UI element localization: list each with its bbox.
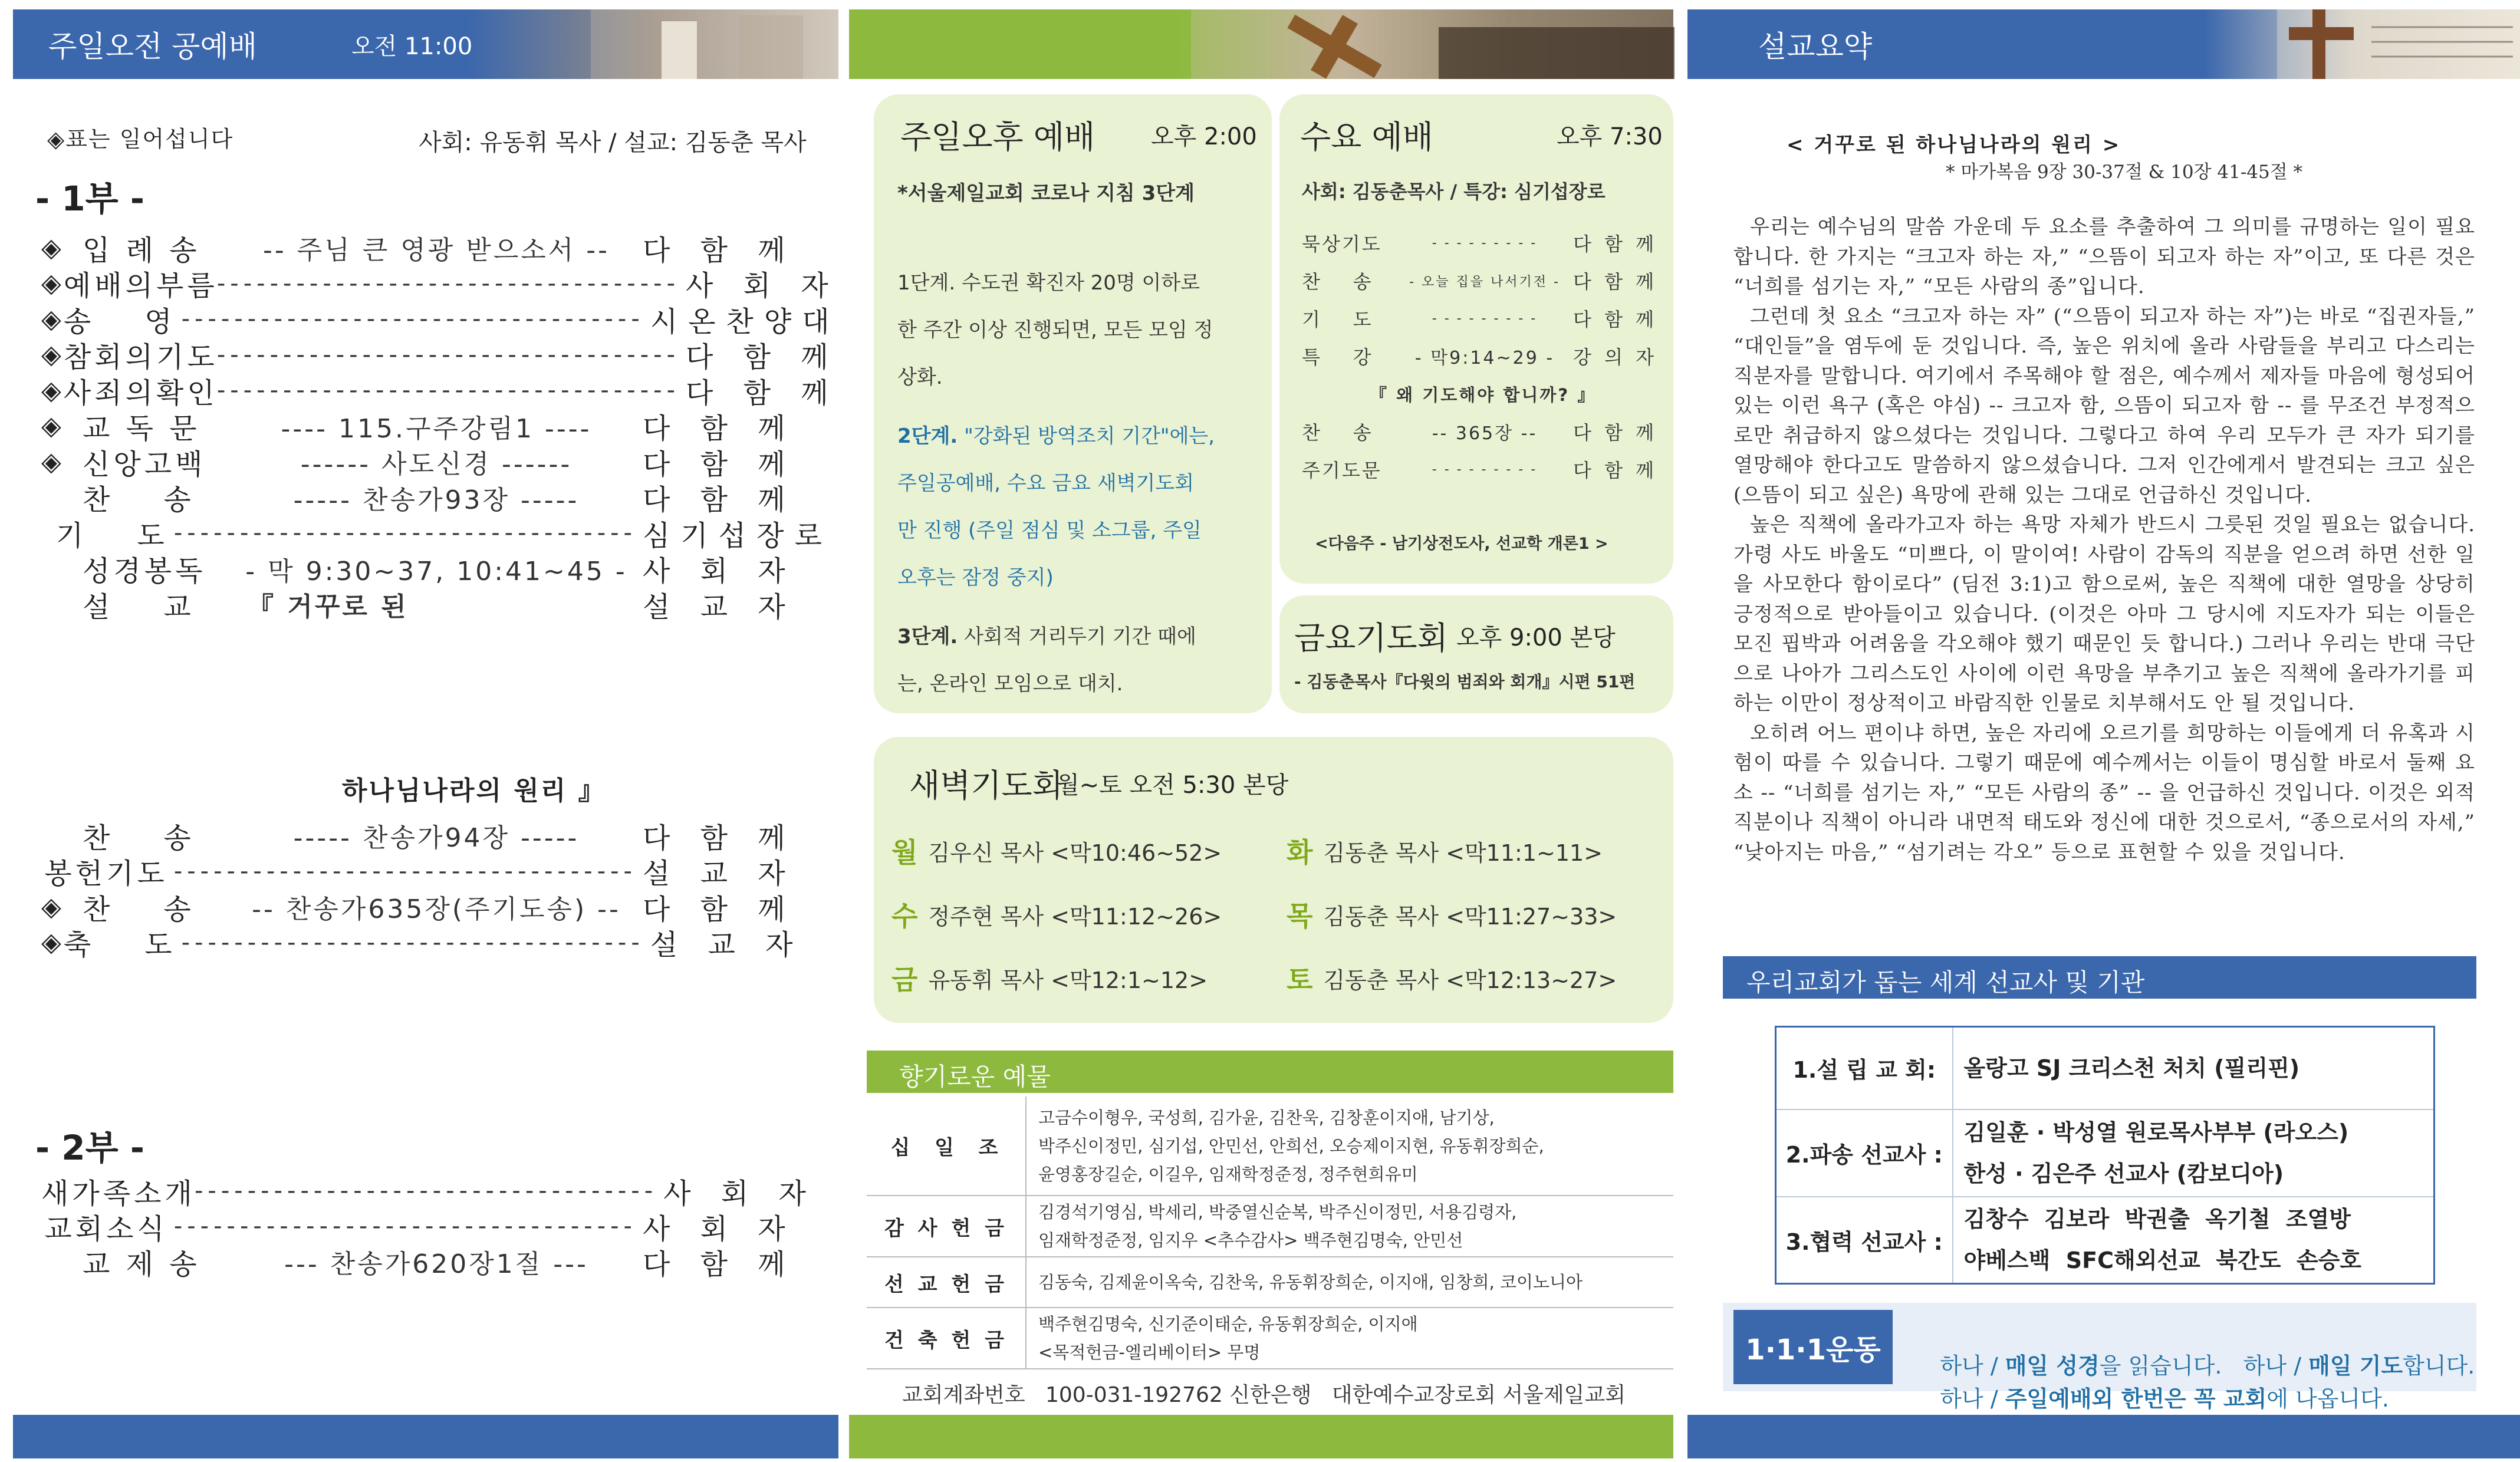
dawn-day-text: 김동춘 목사 <막12:13~27>	[1323, 967, 1617, 993]
dawn-day-row	[1287, 895, 1617, 934]
order-row	[41, 370, 839, 411]
offering-header: 향기로운 예물	[899, 1062, 1051, 1091]
offering-row	[867, 1196, 1673, 1257]
sermon-paragraph-2: 그런데 첫 요소 “크고자 하는 자” (“으뜸이 되고자 하는 자”)는 바로 “집권자들,” “대인들”을 염두에 둔 것입니다. 즉, 높은 위치에 올라 사람들을 부리고 다스리는 직분자를 말합니다. 여기에서 주목해야 할 점은, 예수께서 제자들 마음에 형성되어 있는 이런 욕구 (혹은 야심) -- 크고자 함, 으뜸이 되고자 함 -- 를 무조건 부정적으로만 취급하지 않으셨다는 것입니다. 그렇다고 하여 우리 모두가 큰 자가 되기를 열망해야 한다고도 말씀하지 않으셨습니다. 그저 인간에게서 발견되는 크고 싶은 (으뜸이 되고 싶은) 욕망에 관해 있는 그대로 언급하신 것입니다.	[1733, 304, 2475, 507]
missions-header: 우리교회가 돕는 세계 선교사 및 기관	[1746, 968, 2145, 997]
dawn-day-row	[891, 831, 1222, 870]
wednesday-next-week: <다음주 - 남기상전도사, 선교학 개론1 >	[1315, 535, 1608, 553]
dawn-day-row	[1287, 959, 1617, 997]
order-row	[41, 334, 839, 376]
order-item-label: 찬 송	[83, 483, 195, 516]
diamond-marker-icon: ◈	[41, 268, 64, 298]
col3-header-title: 설교요약	[1758, 29, 1873, 64]
order-item-middle: -- 찬송가635장(주기도송) --	[252, 894, 621, 924]
order-item-label: 축 도	[63, 928, 176, 962]
dawn-day-text: 유동휘 목사 <막12:1~12>	[928, 967, 1208, 993]
wednesday-row-right: 강 의 자	[1573, 346, 1658, 368]
dawn-day-text: 김동춘 목사 <막11:27~33>	[1323, 903, 1617, 930]
wednesday-order-row	[1302, 414, 1656, 449]
wednesday-row-middle: - - - - - - - - -	[1432, 311, 1538, 326]
movement-line1-e: 합니다.	[2403, 1353, 2475, 1379]
order-item-right: 사 회 자	[643, 1212, 796, 1246]
step2-line1: "강화된 방역조치 기간"에는,	[964, 424, 1215, 448]
order-item-label: 송 영	[63, 305, 176, 338]
order-item-label: 새가족소개	[41, 1177, 196, 1210]
offering-label: 선 교 헌 금	[867, 1257, 1026, 1308]
wednesday-row-right: 다 함 께	[1573, 308, 1658, 331]
bottom-band-left	[13, 1415, 838, 1458]
order-row	[41, 886, 796, 927]
movement-label-bar	[1733, 1310, 1893, 1384]
dawn-title: 새벽기도회	[909, 767, 1063, 804]
wednesday-row-label: 주기도문	[1302, 459, 1382, 482]
missions-names-line: 김일훈 · 박성열 원로목사부부 (라오스)	[1963, 1119, 2349, 1145]
order-item-middle: -----------------------------------	[216, 377, 680, 404]
sermon-paragraph-3: 높은 직책에 올라가고자 하는 욕망 자체가 반드시 그릇된 것일 필요는 없습니다. 가령 사도 바울도 “미쁘다, 이 말이여! 사람이 감독의 직분을 얻으려 하면 선한 일을 사모한다 함이로다” (딤전 3:1)고 함으로써, 높은 직책에 대한 열망을 상당히 긍정적으로 받아들이고 있습니다. (이것은 아마 그 당시에 지도자가 되는 이들은 모진 핍박과 어려움을 각오해야 했기 때문인 듯 합니다.) 그러나 우리는 반대 극단으로 나아가 그리스도인 사이에 이런 욕망을 부추기고 높은 직책에 올라가기를 피하는 이만이 정상적이고 바람직한 인물로 치부해서도 안 될 것입니다.	[1733, 513, 2475, 715]
order-item-middle: -----------------------------------	[173, 1213, 637, 1240]
missions-label: 2.파송 선교사 :	[1776, 1109, 1953, 1197]
wednesday-order-row	[1302, 301, 1656, 336]
order-row	[41, 298, 840, 340]
sermon-summary	[1733, 212, 2475, 867]
missions-names	[1953, 1109, 2435, 1197]
dawn-time: 월~토 오전 5:30 본당	[1057, 772, 1289, 799]
col1-header-title: 주일오전 공예배	[48, 29, 257, 64]
wednesday-row-middle: - - - - - - - - -	[1432, 462, 1538, 477]
wednesday-service-box	[1279, 94, 1673, 584]
wednesday-row-right: 다 함 께	[1573, 459, 1658, 482]
sermon-title: < 거꾸로 된 하나님나라의 원리 >	[1787, 133, 2121, 157]
dawn-day-row	[1287, 831, 1603, 870]
wednesday-order-row	[1302, 225, 1656, 261]
step3-line1: 사회적 거리두기 기간 때에	[964, 625, 1196, 648]
order-item-label: 봉헌기도	[44, 857, 168, 890]
part1-label: - 1부 -	[35, 179, 144, 219]
order-item-label: 교회소식	[44, 1212, 168, 1246]
step1-line3: 상화.	[897, 366, 943, 389]
order-item-right: 다 함 께	[643, 233, 796, 267]
dawn-service-box	[874, 737, 1673, 1023]
afternoon-title: 주일오후 예배	[900, 118, 1095, 156]
order-item-middle: -----------------------------------	[216, 341, 680, 368]
movement-line1-b: 매일 성경	[2005, 1353, 2100, 1379]
step3-label: 3단계.	[897, 625, 958, 648]
offering-names-line: 김동숙, 김제윤이옥숙, 김찬욱, 유동휘장희순, 이지애, 임창희, 코이노니아	[1038, 1272, 1583, 1292]
missions-label: 1.설 립 교 회:	[1776, 1027, 1953, 1109]
diamond-marker-icon: ◈	[41, 891, 64, 922]
sermon-paragraph-1: 우리는 예수님의 말씀 가운데 두 요소를 추출하여 그 의미를 규명하는 일이 필요합니다. 한 가지는 “크고자 하는 자,” “으뜸이 되고자 하는 자”이고, 또 다른 것은 “너희를 섬기는 자,” “모든 사람의 종”입니다.	[1733, 215, 2475, 298]
order-item-middle: -----------------------------------	[173, 519, 637, 546]
bottom-band-right	[1687, 1415, 2520, 1458]
diamond-marker-icon: ◈	[41, 375, 64, 406]
wednesday-row-label: 기 도	[1302, 308, 1373, 331]
diamond-marker-icon: ◈	[41, 340, 64, 370]
order-item-right: 다 함 께	[643, 483, 796, 516]
order-item-middle: ----- 찬송가93장 -----	[293, 485, 580, 515]
wednesday-row-right: 다 함 께	[1573, 233, 1658, 255]
offering-names-line: 임재학정준정, 임지우 <추수감사> 백주현김명숙, 안민선	[1038, 1230, 1463, 1250]
diamond-marker-icon: ◈	[41, 446, 64, 477]
movement-line2-c: 에 나옵니다.	[2266, 1386, 2389, 1412]
diamond-marker-icon: ◈	[41, 304, 64, 334]
wednesday-row-label: 찬 송	[1302, 271, 1373, 293]
missions-row	[1776, 1109, 2435, 1197]
step3-line2: 는, 온라인 모임으로 대치.	[897, 672, 1123, 696]
step2-text	[897, 413, 1251, 601]
wednesday-row-middle: 『 왜 기도해야 합니까? 』	[1370, 384, 1597, 405]
order-item-label: 기 도	[56, 519, 168, 552]
dawn-day-row	[891, 959, 1208, 997]
order-item-right: 심기섭장로	[643, 519, 833, 552]
order-item-label: 찬 송	[83, 821, 195, 855]
order-item-label: 예배의부름	[63, 269, 218, 302]
missions-label: 3.협력 선교사 :	[1776, 1197, 1953, 1284]
offering-names-line: 고금수이형우, 국성희, 김가윤, 김찬욱, 김창훈이지애, 남기상,	[1038, 1107, 1495, 1128]
diamond-marker-icon: ◈	[41, 411, 64, 441]
wednesday-row-middle: - 오늘 집을 나서기전 -	[1409, 274, 1560, 289]
wednesday-title: 수요 예배	[1300, 118, 1433, 156]
order-row	[41, 584, 796, 625]
dawn-day-label: 토	[1287, 964, 1313, 996]
offering-label: 건 축 헌 금	[867, 1308, 1026, 1369]
order-row	[41, 263, 839, 304]
offering-names	[1026, 1257, 1673, 1308]
order-row	[41, 512, 833, 554]
dawn-day-label: 금	[891, 964, 918, 996]
missions-names-line: 야베스백 SFC해외선교 북간도 손승호	[1963, 1247, 2362, 1274]
offering-names	[1026, 1308, 1673, 1369]
movement-line2-b: 주일예배외 한번은 꼭 교회	[2005, 1386, 2267, 1412]
wednesday-order-row	[1302, 263, 1656, 298]
church-account: 교회계좌번호 100-031-192762 신한은행 대한예수교장로회 서울제일교회	[902, 1383, 1626, 1407]
officiants: 사회: 유동휘 목사 / 설교: 김동춘 목사	[419, 129, 807, 156]
order-item-right: 설 교 자	[650, 928, 804, 962]
wednesday-order-row	[1302, 452, 1656, 487]
offering-label: 십 일 조	[867, 1096, 1026, 1196]
order-item-right: 시온찬양대	[650, 305, 840, 338]
step2-line3: 만 진행 (주일 점심 및 소그룹, 주일	[897, 519, 1202, 542]
wednesday-row-label: 특 강	[1302, 346, 1373, 368]
friday-service-box	[1279, 595, 1673, 713]
col3-header-bar	[1687, 9, 2520, 79]
order-row	[41, 851, 796, 892]
offering-names-line: 김경석기영심, 박세리, 박중열신순복, 박주신이정민, 서용김령자,	[1038, 1202, 1517, 1222]
order-item-right: 다 함 께	[643, 1247, 796, 1281]
offering-names	[1026, 1196, 1673, 1257]
sanctuary-photo-icon	[591, 9, 838, 79]
dawn-day-label: 수	[891, 900, 918, 932]
missions-row	[1776, 1027, 2435, 1109]
order-item-label: 교 독 문	[83, 412, 200, 445]
order-row	[41, 227, 796, 268]
order-item-label: 교 제 송	[83, 1247, 200, 1281]
order-item-right: 다 함 께	[643, 821, 796, 855]
step1-line2: 한 주간 이상 진행되면, 모든 모임 정	[897, 318, 1213, 342]
order-item-label: 찬 송	[83, 893, 195, 926]
order-item-right: 설 교 자	[643, 590, 796, 624]
cross-book-photo-icon	[2277, 9, 2520, 79]
step2-label: 2단계.	[897, 424, 958, 448]
offering-names	[1026, 1096, 1673, 1196]
order-item-right: 설 교 자	[643, 857, 796, 890]
order-item-middle: ---- 115.구주강림1 ----	[281, 413, 592, 444]
wednesday-row-right: 다 함 께	[1573, 422, 1658, 444]
diamond-marker-icon: ◈	[41, 232, 64, 263]
movement-line1-d: 매일 기도	[2308, 1353, 2403, 1379]
friday-time: 오후 9:00 본당	[1456, 624, 1616, 651]
covid-note: *서울제일교회 코로나 지침 3단계	[897, 182, 1195, 205]
missions-names-line: 올랑고 SJ 크리스천 처치 (필리핀)	[1963, 1055, 2300, 1081]
order-item-middle: - 막 9:30~37, 10:41~45 -	[245, 556, 627, 587]
wednesday-time: 오후 7:30	[1557, 123, 1663, 150]
order-item-middle: -- 주님 큰 영광 받으소서 --	[263, 235, 610, 265]
order-item-right: 다 함 께	[643, 447, 796, 481]
step1-text	[897, 259, 1251, 401]
step1-line1: 수도권 확진자 20명 이하로	[961, 271, 1200, 295]
order-item-label: 참회의기도	[63, 341, 218, 374]
missions-names	[1953, 1197, 2435, 1284]
diamond-marker-icon: ◈	[41, 927, 64, 957]
afternoon-service-box	[874, 94, 1272, 713]
movement-line1-a: 하나 /	[1940, 1353, 2005, 1379]
order-item-label: 입 례 송	[83, 233, 200, 267]
order-item-right: 다 함 께	[643, 893, 796, 926]
order-item-right: 다 함 께	[643, 412, 796, 445]
sermon-title-line2: 하나님나라의 원리 』	[342, 776, 606, 806]
col2-header-bar	[849, 9, 1673, 79]
order-item-middle: -----------------------------------	[181, 305, 644, 332]
missions-row	[1776, 1197, 2435, 1284]
order-item-middle: --- 찬송가620장1절 ---	[284, 1249, 588, 1279]
friday-sub: - 김동춘목사『다윗의 범죄와 회개』시편 51편	[1294, 672, 1636, 692]
offering-names-line: 윤영홍장길순, 이길우, 임재학정준정, 정주현희유미	[1038, 1164, 1418, 1184]
dawn-day-label: 월	[891, 837, 918, 868]
offering-row	[867, 1096, 1673, 1196]
order-item-right: 사 회 자	[663, 1177, 817, 1210]
step3-text	[897, 613, 1251, 707]
offering-names-line: 박주신이정민, 심기섭, 안민선, 안희선, 오승제이지현, 유동휘장희순,	[1038, 1135, 1544, 1156]
order-item-label: 신앙고백	[83, 447, 206, 481]
order-item-label: 성경봉독	[83, 555, 206, 588]
order-row	[41, 815, 796, 856]
order-row	[41, 406, 796, 447]
offering-names-line: <목적헌금-엘리베이터> 무명	[1038, 1342, 1261, 1362]
order-row	[41, 922, 804, 963]
missions-names-line: 한성 · 김은주 선교사 (캄보디아)	[1963, 1160, 2284, 1187]
wednesday-row-label: 찬 송	[1302, 422, 1373, 444]
dawn-day-text: 김우신 목사 <막10:46~52>	[928, 839, 1222, 866]
sermon-paragraph-4: 오히려 어느 편이냐 하면, 높은 자리에 오르기를 희망하는 이들에게 더 유혹과 시험이 따를 수 있습니다. 그렇기 때문에 예수께서는 이들이 명심할 바로서 둘째 요소 -- “너희를 섬기는 자,” “모든 사람의 종” -- 을 언급하신 것입니다. 이것은 외적 직분이나 직책이 아니라 내면적 태도와 정신에 대한 것으로서, “종으로서의 자세,” “낮아지는 마음,” “섬기려는 각오” 등으로 표현할 수 있을 것입니다.	[1733, 721, 2475, 864]
missions-table	[1775, 1026, 2435, 1285]
order-row	[41, 477, 796, 518]
wednesday-row-middle: - 막9:14~29 -	[1414, 348, 1555, 368]
wednesday-leaders: 사회: 김동춘목사 / 특강: 심기섭장로	[1302, 180, 1606, 203]
offering-label: 감 사 헌 금	[867, 1196, 1026, 1257]
order-item-label: 사죄의확인	[63, 376, 218, 410]
order-item-middle: 『 거꾸로 된	[248, 592, 409, 622]
wednesday-order-row	[1302, 376, 1656, 411]
movement-box	[1723, 1303, 2476, 1412]
step2-line4: 오후는 잠정 중지)	[897, 566, 1054, 590]
order-item-middle: ----- 찬송가94장 -----	[293, 823, 580, 853]
wednesday-row-middle: -- 365장 --	[1432, 423, 1538, 444]
wednesday-row-middle: - - - - - - - - -	[1432, 235, 1538, 251]
step2-line2: 주일공예배, 수요 금요 새벽기도회	[897, 472, 1195, 495]
offering-table	[867, 1096, 1673, 1369]
part2-label: - 2부 -	[35, 1128, 144, 1168]
order-item-right: 다 함 께	[686, 341, 839, 374]
friday-title: 금요기도회	[1294, 620, 1448, 657]
order-item-middle: -----------------------------------	[216, 269, 680, 297]
dawn-day-row	[891, 895, 1222, 934]
order-item-right: 사 회 자	[643, 555, 796, 588]
afternoon-time: 오후 2:00	[1151, 123, 1257, 150]
offering-row	[867, 1257, 1673, 1308]
order-row	[41, 548, 796, 590]
order-item-middle: -----------------------------------	[173, 857, 637, 885]
order-item-right: 사 회 자	[686, 269, 839, 302]
movement-label: 1·1·1운동	[1745, 1333, 1881, 1366]
order-row	[41, 441, 796, 482]
offering-row	[867, 1308, 1673, 1369]
col1-header-time: 오전 11:00	[351, 32, 473, 60]
col1-header-bar	[13, 9, 838, 79]
order-item-middle: -----------------------------------	[181, 928, 644, 956]
offering-header-bar	[867, 1051, 1673, 1093]
bottom-band-middle	[849, 1415, 1673, 1458]
order-item-label: 설 교	[83, 590, 195, 624]
order-row	[41, 1241, 796, 1282]
missions-names-line: 김창수 김보라 박권출 옥기철 조열방	[1963, 1206, 2351, 1233]
movement-line1-c: 을 읽습니다. 하나 /	[2099, 1353, 2309, 1379]
order-item-middle: ------ 사도신경 ------	[300, 449, 573, 479]
movement-line2-a: 하나 /	[1940, 1386, 2005, 1412]
missions-names	[1953, 1027, 2435, 1109]
dawn-day-text: 김동춘 목사 <막11:1~11>	[1323, 839, 1603, 866]
offering-names-line: 백주현김명숙, 신기준이태순, 유동휘장희순, 이지애	[1038, 1314, 1418, 1334]
order-item-middle: -----------------------------------	[195, 1177, 658, 1204]
step1-label: 1단계.	[897, 271, 956, 295]
dawn-day-label: 화	[1287, 837, 1313, 868]
sermon-reference: * 마가복음 9장 30-37절 & 10장 41-45절 *	[1946, 162, 2303, 183]
dawn-day-text: 정주현 목사 <막11:12~26>	[928, 903, 1222, 930]
order-item-right: 다 함 께	[686, 376, 839, 410]
stand-note: ◈표는 일어섭니다	[47, 126, 234, 152]
wednesday-row-right: 다 함 께	[1573, 271, 1658, 293]
cross-bible-photo-icon	[1191, 9, 1673, 79]
missions-header-bar	[1723, 956, 2476, 999]
dawn-day-label: 목	[1287, 900, 1313, 932]
wednesday-row-label: 묵상기도	[1302, 233, 1382, 255]
wednesday-order-row	[1302, 338, 1656, 374]
